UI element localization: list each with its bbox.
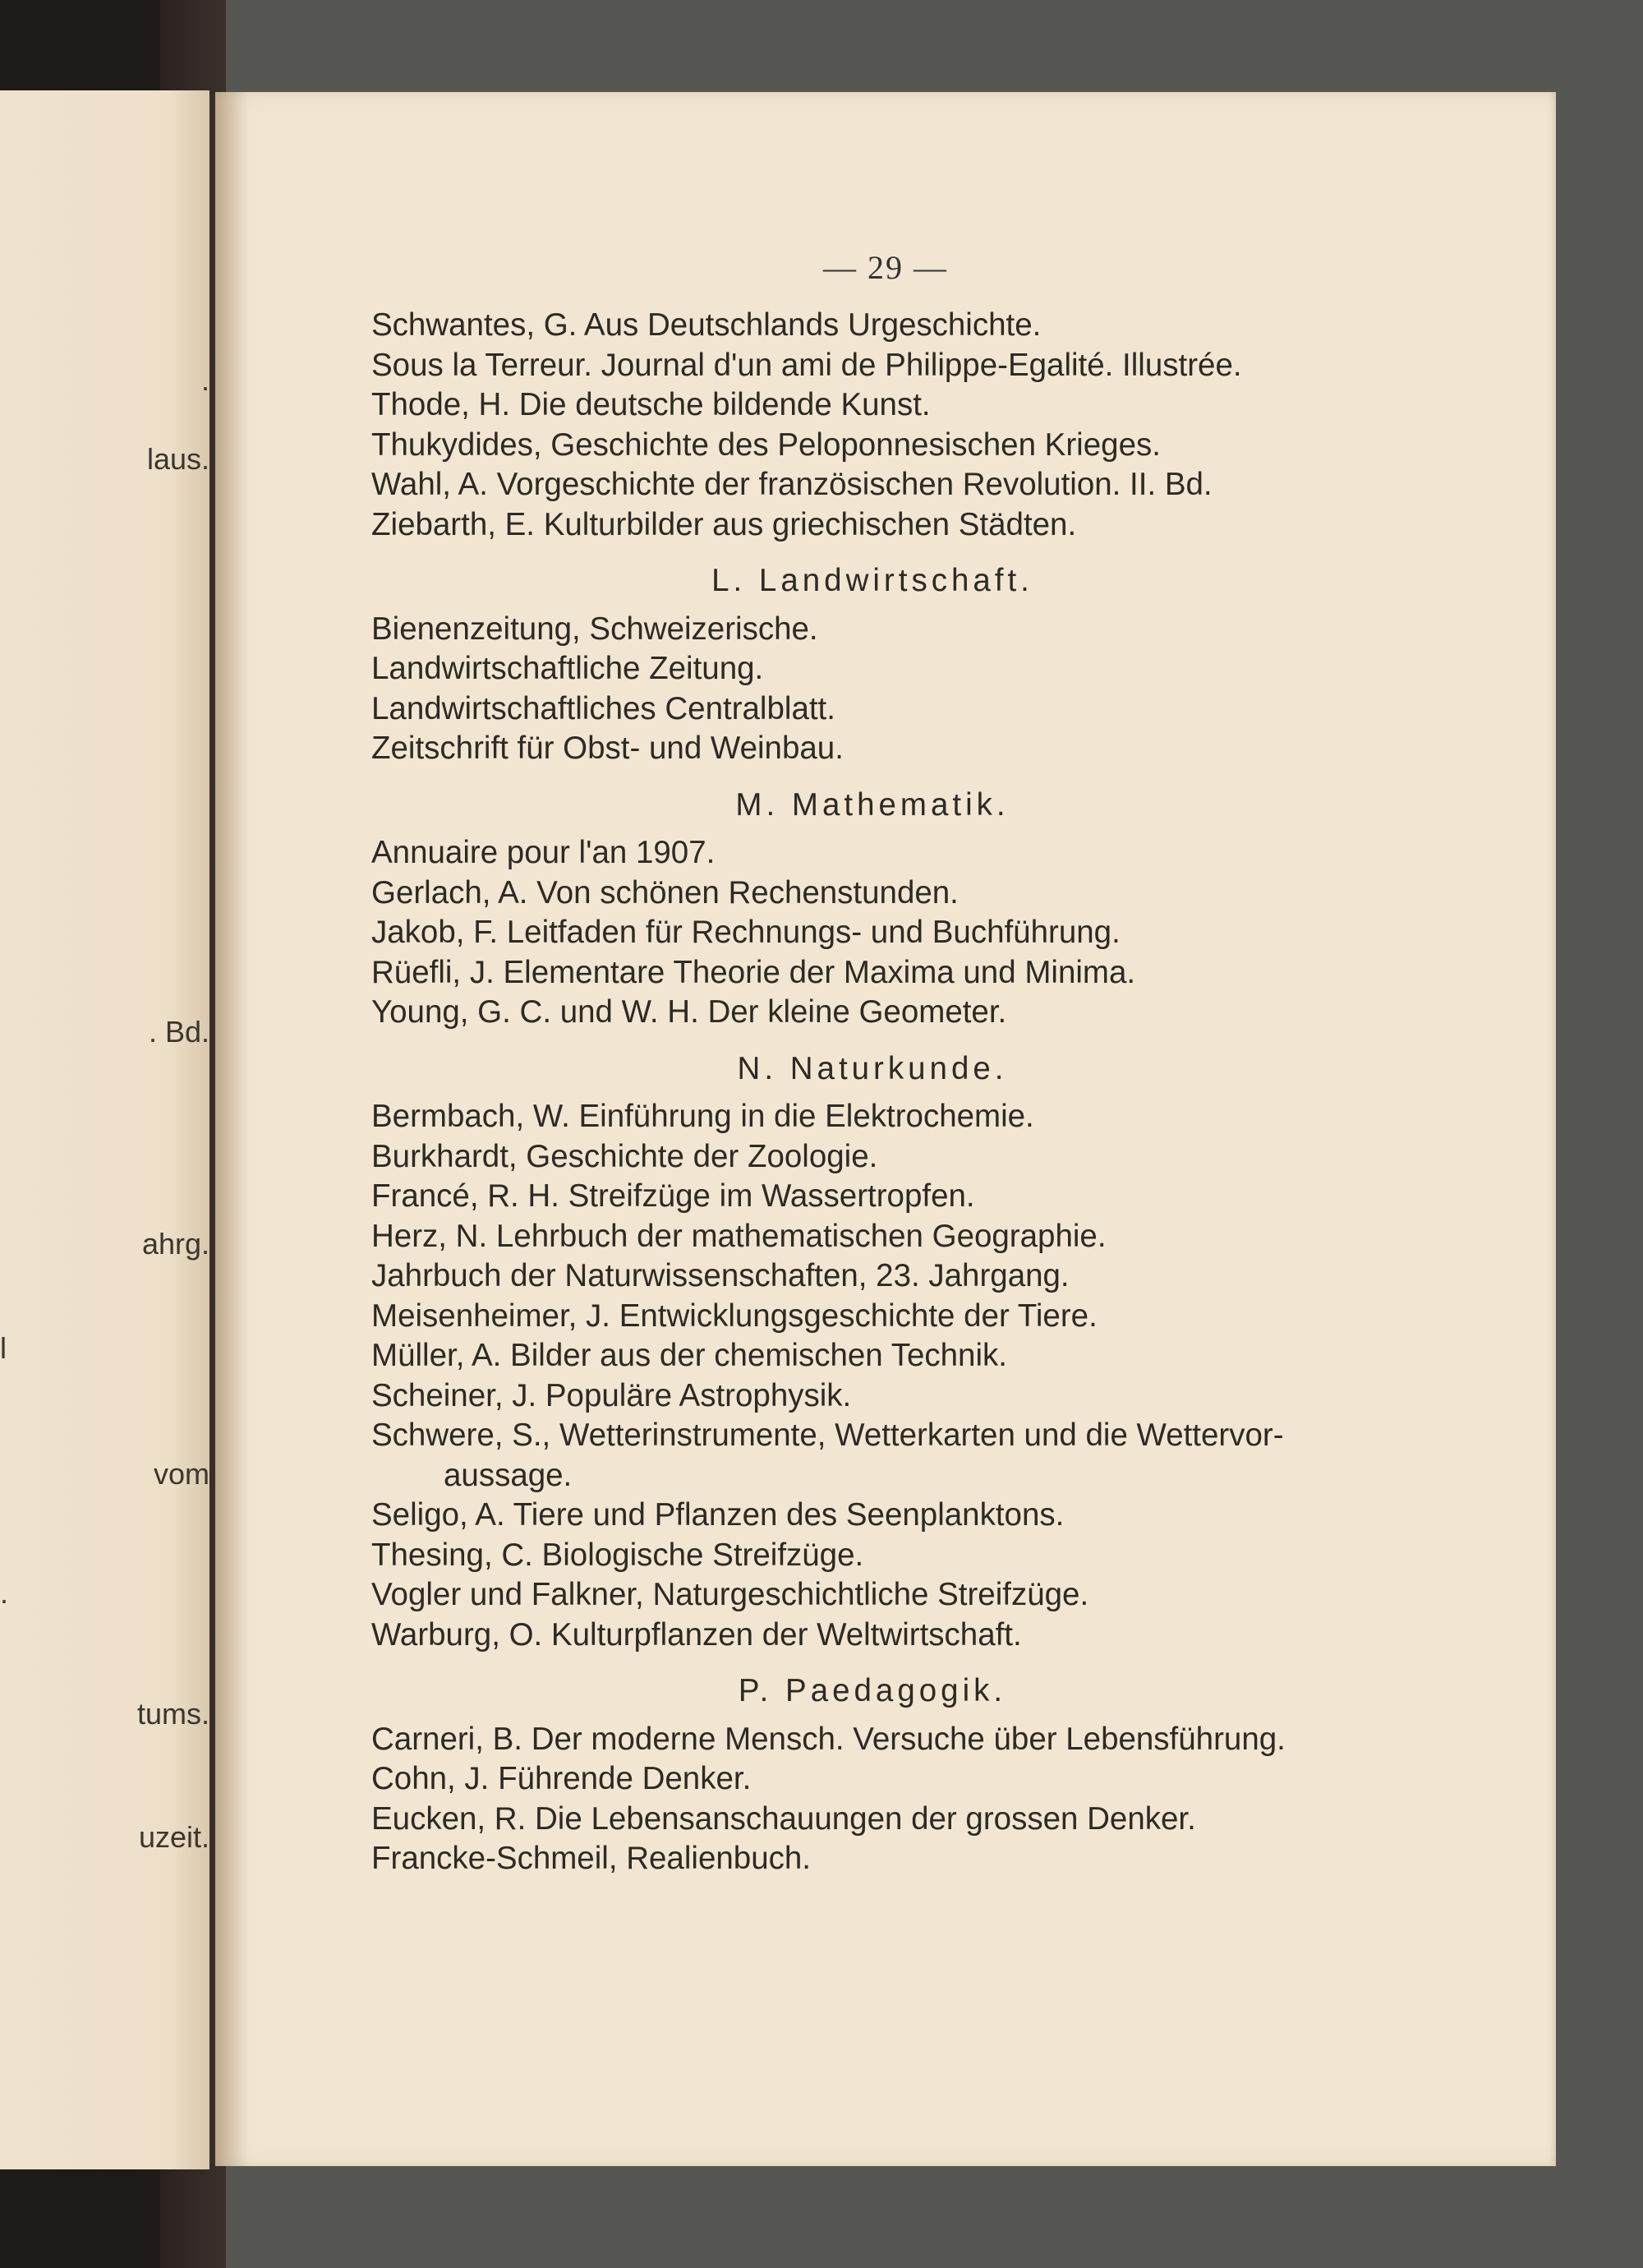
left-page-fragment: uzeit.	[138, 1820, 209, 1854]
book-page	[215, 92, 1556, 2166]
previous-page-edge	[0, 90, 209, 2169]
bibliography-entry: Eucken, R. Die Lebensanschauungen der grossen Denker.	[371, 1800, 1196, 1837]
section-mathematik	[371, 786, 1324, 1033]
bibliography-entry: Cohn, J. Führende Denker.	[371, 1761, 752, 1796]
page-number: — 29 —	[823, 249, 948, 286]
bibliography-entry: Jahrbuch der Naturwissenschaften, 23. Jahrgang.	[371, 1258, 1070, 1293]
bibliography-entry: Müller, A. Bilder aus der chemischen Technik.	[371, 1338, 1007, 1373]
bibliography-entry: Gerlach, A. Von schönen Rechenstunden.	[371, 874, 959, 910]
bibliography-entry: Scheiner, J. Populäre Astrophysik.	[371, 1377, 852, 1413]
left-page-fragment: . Bd.	[148, 1015, 209, 1049]
bibliography-entry: Schwere, S., Wetterinstrumente, Wetterkarten und die Wettervor-	[371, 1418, 1284, 1453]
bibliography-entry: Herz, N. Lehrbuch der mathematischen Geographie.	[371, 1218, 1107, 1254]
left-page-fragment: tums.	[136, 1697, 209, 1731]
bibliography-entry: Bermbach, W. Einführung in die Elektrochemie.	[371, 1099, 1034, 1134]
section-heading: P. Paedagogik.	[738, 1673, 1007, 1708]
section-heading: N. Naturkunde.	[737, 1050, 1008, 1086]
bibliography-entry: Thukydides, Geschichte des Peloponnesischen Krieges.	[371, 426, 1161, 463]
left-page-fragment: ahrg.	[141, 1227, 209, 1261]
bibliography-entry: Sous la Terreur. Journal d'un ami de Philippe-Egalité. Illustrée.	[371, 347, 1242, 383]
bibliography-entry: Zeitschrift für Obst- und Weinbau.	[371, 731, 844, 766]
page-content	[371, 306, 1324, 1879]
page-gutter-shadow	[215, 92, 248, 2166]
bibliography-entry: Landwirtschaftliche Zeitung.	[371, 651, 764, 686]
bibliography-entry: Jakob, F. Leitfaden für Rechnungs- und Buchführung.	[371, 915, 1121, 950]
bibliography-entry: Schwantes, G. Aus Deutschlands Urgeschichte.	[371, 307, 1042, 343]
bibliography-entry: Seligo, A. Tiere und Pflanzen des Seenplanktons.	[371, 1497, 1065, 1533]
bibliography-entry: Young, G. C. und W. H. Der kleine Geometer.	[371, 994, 1007, 1030]
bibliography-entry: Thesing, C. Biologische Streifzüge.	[371, 1537, 864, 1573]
bibliography-entry: Wahl, A. Vorgeschichte der französischen Revolution. II. Bd.	[371, 467, 1213, 502]
bibliography-entry: Ziebarth, E. Kulturbilder aus griechischen Städten.	[371, 506, 1077, 542]
bibliography-entry: Carneri, B. Der moderne Mensch. Versuche über Lebensführung.	[371, 1721, 1286, 1757]
section-paedagogik	[371, 1671, 1324, 1879]
bibliography-entry: Meisenheimer, J. Entwicklungsgeschichte der Tiere.	[371, 1298, 1098, 1334]
section-heading: L. Landwirtschaft.	[711, 563, 1033, 598]
left-page-fragment: .	[0, 1576, 9, 1610]
left-page-fragment: laus.	[146, 442, 209, 476]
left-page-fragment: .	[200, 363, 209, 397]
bibliography-entry: Burkhardt, Geschichte der Zoologie.	[371, 1138, 878, 1174]
section-naturkunde	[371, 1049, 1324, 1656]
left-page-fragment: vom	[153, 1457, 209, 1491]
left-page-fragment: l	[0, 1331, 7, 1365]
bibliography-entry: Vogler und Falkner, Naturgeschichtliche Streifzüge.	[371, 1577, 1089, 1612]
bibliography-entry: Thode, H. Die deutsche bildende Kunst.	[371, 387, 931, 422]
bibliography-entry: Landwirtschaftliches Centralblatt.	[371, 690, 835, 726]
bibliography-entry: Francé, R. H. Streifzüge im Wassertropfen.	[371, 1178, 975, 1214]
section-history-continued	[371, 306, 1324, 545]
section-heading: M. Mathematik.	[735, 786, 1010, 823]
bibliography-entry: Francke-Schmeil, Realienbuch.	[371, 1841, 811, 1876]
bibliography-entry-continuation: aussage.	[444, 1457, 573, 1493]
section-landwirtschaft	[371, 561, 1324, 769]
bibliography-entry: Annuaire pour l'an 1907.	[371, 835, 716, 870]
bibliography-entry: Rüefli, J. Elementare Theorie der Maxima und Minima.	[371, 954, 1136, 990]
bibliography-entry: Warburg, O. Kulturpflanzen der Weltwirtschaft.	[371, 1616, 1022, 1653]
bibliography-entry: Bienenzeitung, Schweizerische.	[371, 611, 818, 647]
